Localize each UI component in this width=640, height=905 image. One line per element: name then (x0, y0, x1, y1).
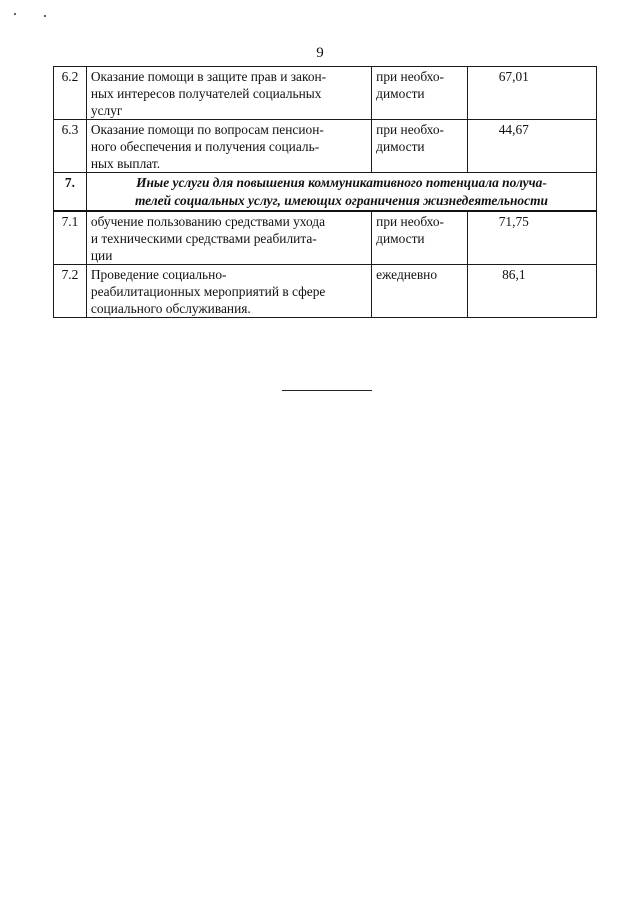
service-name (86, 67, 371, 120)
service-price: 44,67 (467, 120, 596, 173)
frequency-line: ежедневно (376, 267, 438, 282)
row-number: 6.2 (54, 67, 87, 120)
service-name-line: услуг (90, 103, 123, 118)
service-frequency (372, 67, 467, 120)
scan-speck (44, 15, 46, 17)
section-header-row (54, 173, 597, 212)
service-frequency (372, 265, 467, 318)
service-name-line: Оказание помощи в защите прав и закон- (90, 69, 327, 84)
section-title (86, 173, 596, 212)
section-title-line: Иные услуги для повышения коммуникативного потенциала получа- (136, 175, 547, 190)
service-name-line: Оказание помощи по вопросам пенсион- (90, 122, 324, 137)
row-number: 7.2 (54, 265, 87, 318)
scan-speck (14, 13, 16, 15)
frequency-line: димости (376, 139, 425, 154)
row-number: 7.1 (54, 211, 87, 265)
section-title-line: телей социальных услуг, имеющих ограничения жизнедеятельности (134, 193, 548, 208)
service-name-line: реабилитационных мероприятий в сфере (90, 284, 326, 299)
service-name-line: социального обслуживания. (90, 301, 251, 316)
service-name-line: ного обеспечения и получения социаль- (90, 139, 320, 154)
section-number: 7. (54, 173, 87, 212)
table-row (54, 265, 597, 318)
frequency-line: димости (376, 231, 425, 246)
table-row (54, 211, 597, 265)
service-frequency (372, 211, 467, 265)
service-price: 71,75 (467, 211, 596, 265)
service-name-line: Проведение социально- (90, 267, 227, 282)
frequency-line: при необхо- (376, 214, 444, 229)
end-divider (282, 390, 372, 391)
table-row (54, 67, 597, 120)
service-name-line: ных выплат. (90, 156, 161, 171)
frequency-line: при необхо- (376, 69, 444, 84)
service-price: 86,1 (467, 265, 596, 318)
service-frequency (372, 120, 467, 173)
table-row (54, 120, 597, 173)
service-name-line: обучение пользованию средствами ухода (90, 214, 326, 229)
page-number: 9 (316, 45, 324, 61)
services-table (53, 66, 597, 318)
service-name (86, 265, 371, 318)
service-name-line: ных интересов получателей социальных (90, 86, 322, 101)
service-name (86, 120, 371, 173)
frequency-line: при необхо- (376, 122, 444, 137)
row-number: 6.3 (54, 120, 87, 173)
service-name-line: ции (90, 248, 113, 263)
service-name-line: и техническими средствами реабилита- (90, 231, 317, 246)
service-price: 67,01 (467, 67, 596, 120)
service-name (86, 211, 371, 265)
frequency-line: димости (376, 86, 425, 101)
